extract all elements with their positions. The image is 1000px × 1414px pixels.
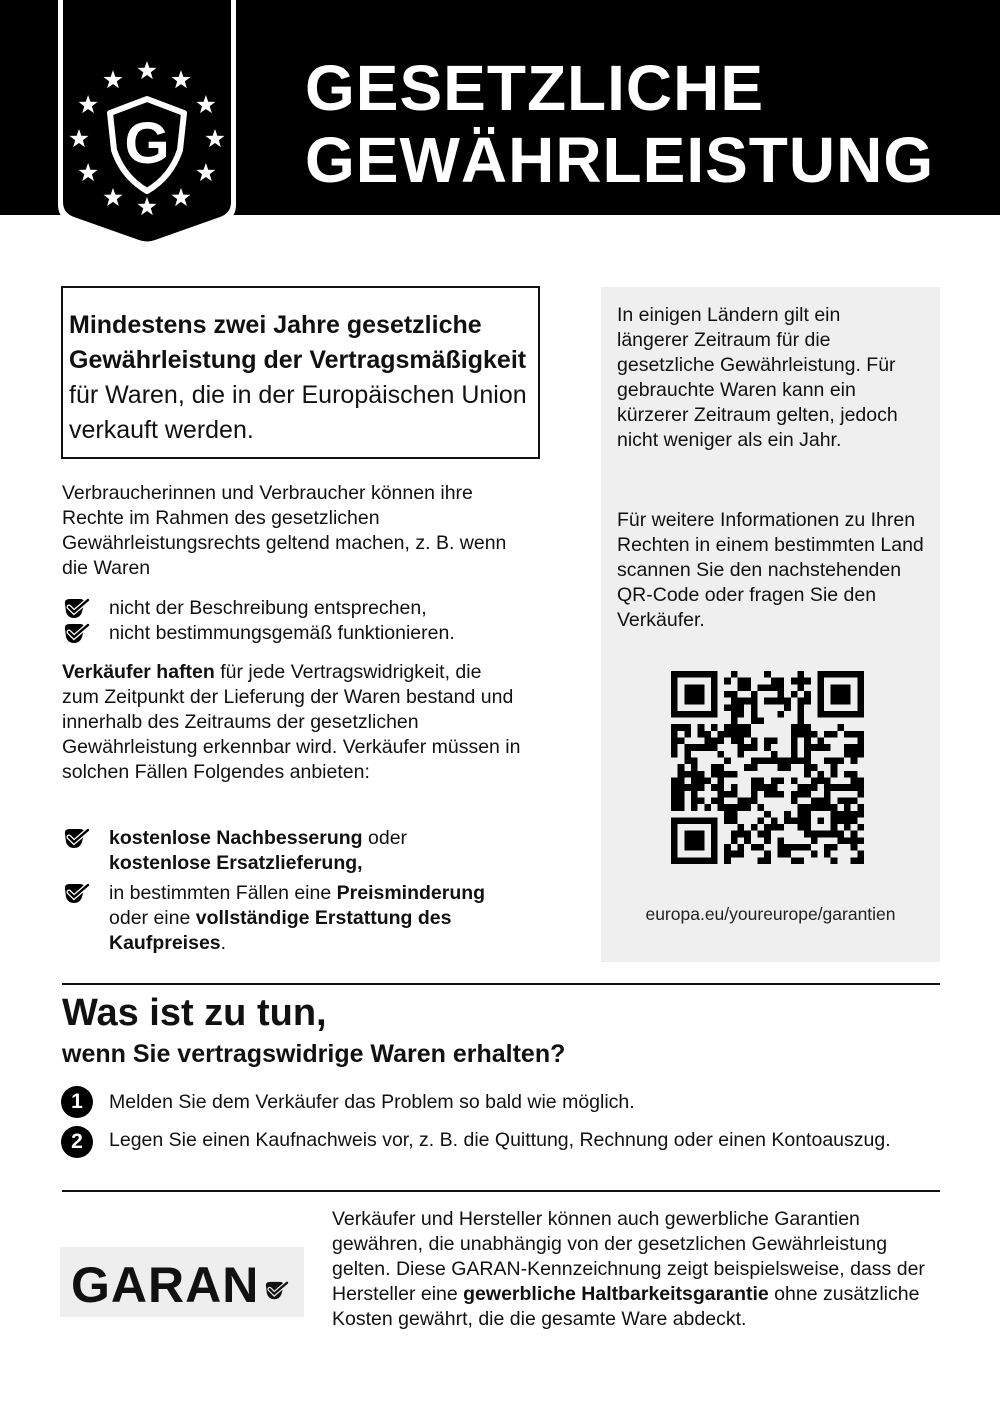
garan-text-pre: Verkäufer und Hersteller können auch gewerbliche Garantien gewähren, die unabhängig von der gesetzlichen Gewährleistung gelten. Diese GARAN-Kennzeichnung zeigt beispielsweise, dass der Hersteller eine bbox=[332, 1208, 925, 1305]
remedy-price-reduction: Preisminderung bbox=[336, 882, 486, 904]
divider bbox=[62, 1190, 940, 1192]
title-line-1: GESETZLICHE bbox=[305, 52, 765, 124]
check-shield-icon bbox=[62, 597, 92, 621]
title-line-2: GEWÄHRLEISTUNG bbox=[305, 124, 935, 196]
logo-letter: G bbox=[124, 111, 170, 176]
garan-text-bold: gewerbliche Haltbarkeitsgarantie bbox=[463, 1283, 769, 1305]
remedy-or: oder bbox=[362, 827, 408, 849]
remedy-mid: oder eine bbox=[109, 907, 196, 929]
step-text-2: Legen Sie einen Kaufnachweis vor, z. B. die Quittung, Rechnung oder einen Kontoauszug. bbox=[109, 1129, 891, 1151]
sidebar-para-1: In einigen Ländern gilt ein längerer Zeitraum für die gesetzliche Gewährleistung. Für gebrauchte Waren kann ein kürzerer Zeitraum gelten, jedoch nicht weniger als ein Jahr. bbox=[617, 304, 898, 451]
step-number-1: 1 bbox=[61, 1086, 93, 1118]
intro-box bbox=[61, 286, 540, 459]
garan-logo bbox=[60, 1247, 304, 1317]
remedy-refund: vollständige Erstattung des bbox=[195, 907, 452, 929]
garan-text-post: ohne zusätzliche Kosten gewährt, die die gesamte Ware abdeckt. bbox=[332, 1283, 920, 1330]
liability-bold: Verkäufer haften bbox=[62, 661, 215, 683]
info-link[interactable]: europa.eu/youreurope/garantien bbox=[645, 904, 896, 924]
remedy-replacement: kostenlose Ersatzlieferung, bbox=[109, 852, 363, 874]
rights-item-2-text: nicht bestimmungsgemäß funktionieren. bbox=[109, 622, 455, 644]
todo-subheading: wenn Sie vertragswidrige Waren erhalten? bbox=[62, 1040, 566, 1068]
remedy-item-2-text bbox=[109, 881, 485, 956]
step-text-1: Melden Sie dem Verkäufer das Problem so bald wie möglich. bbox=[109, 1091, 635, 1113]
step-number-2: 2 bbox=[61, 1126, 93, 1158]
qr-code-icon[interactable] bbox=[671, 671, 864, 864]
check-shield-icon bbox=[263, 1280, 291, 1302]
remedy-end: . bbox=[220, 932, 227, 954]
page-title bbox=[305, 52, 934, 196]
remedy-repair: kostenlose Nachbesserung bbox=[109, 827, 363, 849]
check-shield-icon bbox=[62, 622, 92, 646]
rights-item-1-text: nicht der Beschreibung entsprechen, bbox=[109, 597, 427, 619]
garan-logo-text: GARAN bbox=[71, 1257, 260, 1313]
check-shield-icon bbox=[62, 827, 92, 851]
garan-description bbox=[332, 1207, 942, 1332]
todo-heading: Was ist zu tun, bbox=[62, 992, 327, 1034]
sidebar-para-2: Für weitere Informationen zu Ihren Rechten in einem bestimmten Land scannen Sie den nachstehenden QR-Code oder fragen Sie den Verkäufer. bbox=[617, 509, 924, 631]
eu-star-shield-icon bbox=[58, 0, 236, 250]
remedy-item-1-text bbox=[109, 826, 407, 876]
rights-text: Verbraucherinnen und Verbraucher können ihre Rechte im Rahmen des gesetzlichen Gewährleistungsrechts geltend machen, z. B. wenn die Waren bbox=[62, 482, 507, 579]
intro-bold: Mindestens zwei Jahre gesetzliche Gewährleistung der Vertragsmäßigkeit bbox=[69, 311, 527, 374]
divider bbox=[62, 983, 940, 985]
liability-text bbox=[62, 660, 522, 785]
check-shield-icon bbox=[62, 882, 92, 906]
intro-rest: für Waren, die in der Europäischen Union verkauft werden. bbox=[69, 381, 527, 444]
remedy-purchase-price: Kaufpreises bbox=[109, 932, 221, 954]
remedy-pre: in bestimmten Fällen eine bbox=[109, 882, 337, 904]
liability-rest: für jede Vertragswidrigkeit, die zum Zeitpunkt der Lieferung der Waren bestand und innerhalb des Zeitraums der gesetzlichen Gewährleistung erkennbar wird. Verkäufer müssen in solchen Fällen Folgendes anbieten: bbox=[62, 661, 521, 783]
